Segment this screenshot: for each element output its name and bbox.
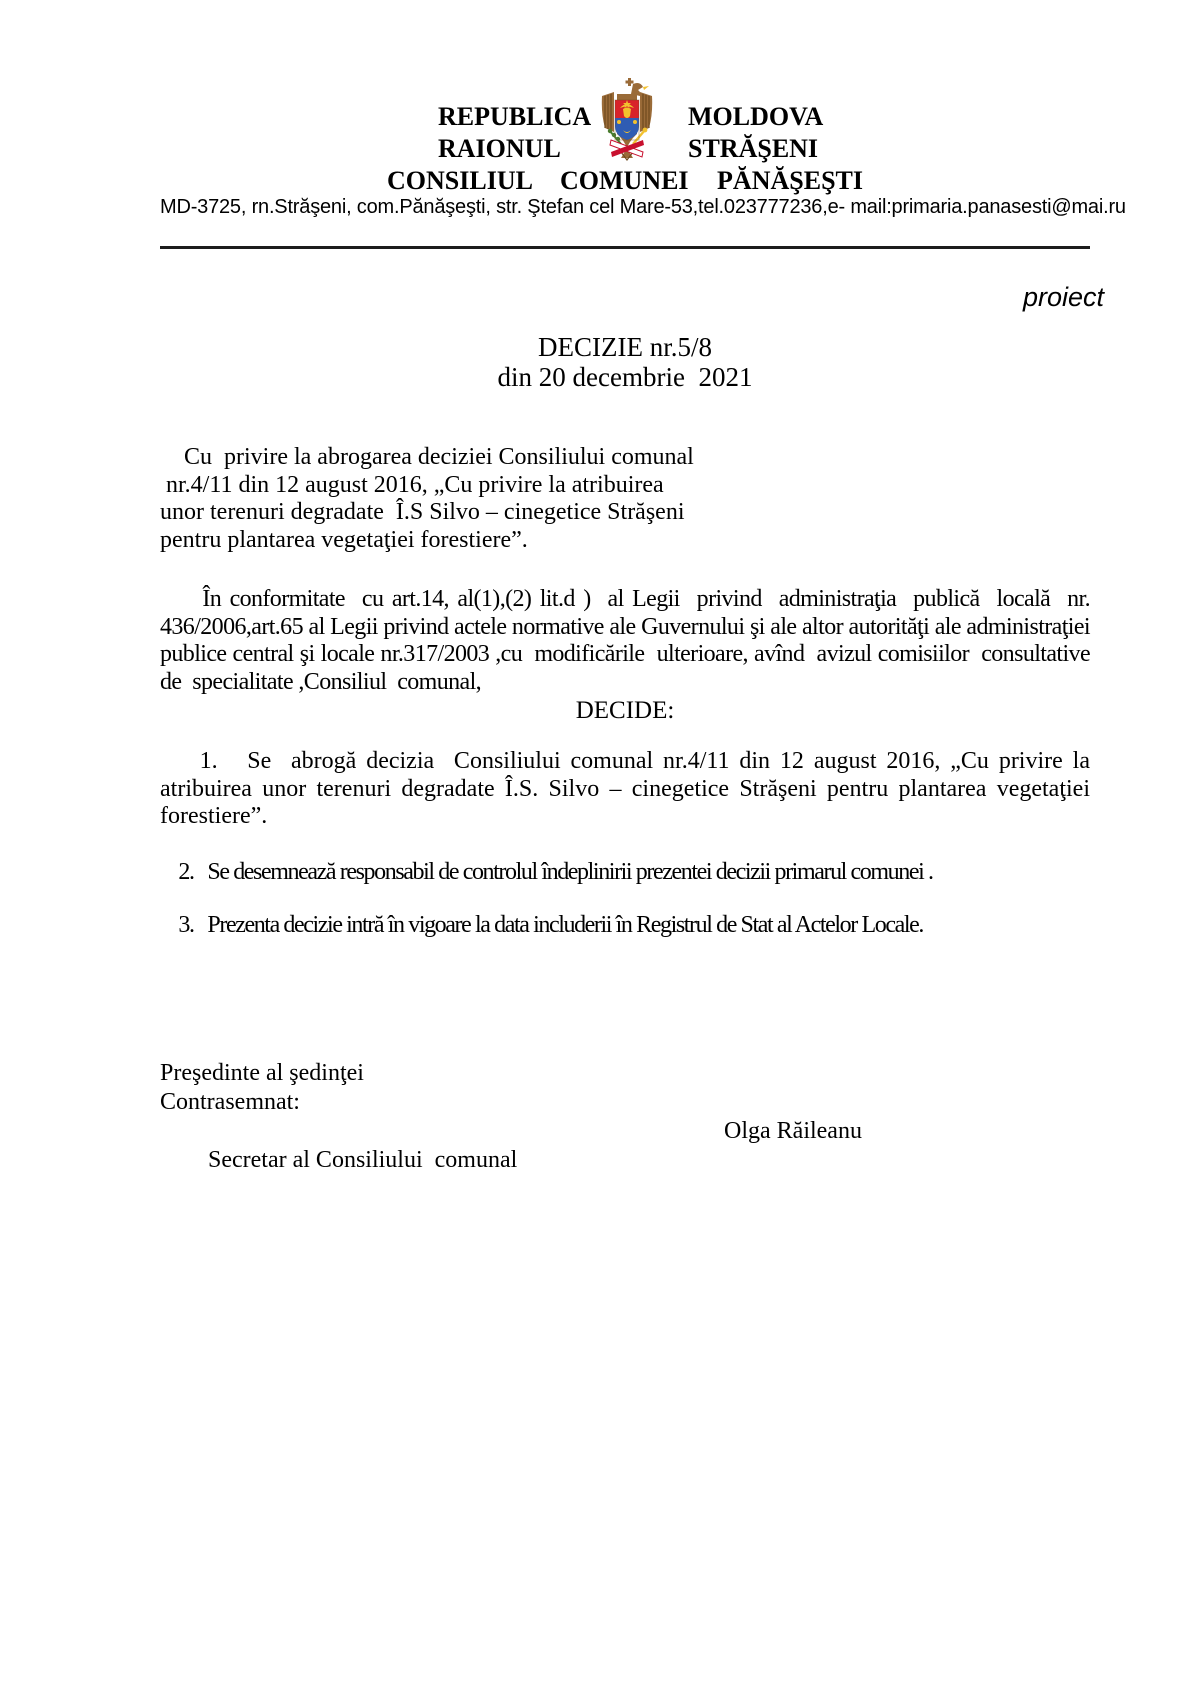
moldova-coat-of-arms-icon <box>597 78 657 162</box>
subject-line: pentru plantarea vegetaţiei forestiere”. <box>160 526 528 553</box>
decision-item-1: 1. Se abrogă decizia Consiliului comunal nr.4/11 din 12 august 2016, „Cu privire la atribuirea unor terenuri degradate Î.S. Silvo – cinegetice Străşeni pentru plantarea vegetaţiei forestiere”. <box>160 748 1096 829</box>
document-content <box>160 78 1126 1233</box>
proiect-watermark: proiect <box>1022 282 1104 312</box>
letterhead <box>160 78 1090 195</box>
signature-secretary-name: Olga Răileanu <box>724 1117 862 1144</box>
decide-heading: DECIDE: <box>575 697 675 724</box>
signature-block <box>160 1059 1090 1233</box>
signature-countersigned-label: Contrasemnat: <box>160 1088 300 1115</box>
decision-item-3: 3. Prezenta decizie intră în vigoare la data includerii în Registrul de Stat al Actelor Locale. <box>160 912 923 938</box>
header-consiliul-comunei: CONSILIUL COMUNEI PĂNĂŞEŞTI <box>387 166 863 195</box>
letterhead-address: MD-3725, rn.Străşeni, com.Pănăşeşti, str. Ştefan cel Mare-53,tel.023777236,e- mail:primaria.panasesti@mai.ru <box>160 196 1126 218</box>
letterhead-divider <box>160 246 1090 249</box>
subject-block <box>160 444 1090 554</box>
header-republica: REPUBLICA <box>438 102 592 131</box>
legal-preamble: În conformitate cu art.14, al(1),(2) lit.d ) al Legii privind administraţia publică locală nr. 436/2006,art.65 al Legii privind actele normative ale Guvernului şi ale altor autorităţi ale administraţiei publice central şi locale nr.317/2003 ,cu modificările ulterioare, avînd avizul comisiilor consultative de specialitate ,Consiliul comunal, <box>160 586 1101 695</box>
subject-line: unor terenuri degradate Î.S Silvo – cinegetice Străşeni <box>160 499 685 525</box>
header-moldova: MOLDOVA <box>688 102 824 131</box>
decision-item-2: 2. Se desemnează responsabil de controlul îndeplinirii prezentei decizii primarul comunei . <box>160 858 933 885</box>
decision-title: DECIZIE nr.5/8 <box>538 332 712 362</box>
subject-line: Cu privire la abrogarea deciziei Consiliului comunal <box>160 444 694 470</box>
signature-secretary-row <box>160 1117 1090 1233</box>
header-straseni: STRĂŞENI <box>688 134 819 163</box>
subject-line: nr.4/11 din 12 august 2016, „Cu privire la atribuirea <box>160 471 664 498</box>
signature-president-label: Preşedinte al şedinţei <box>160 1059 364 1086</box>
signature-secretary-label: Secretar al Consiliului comunal <box>208 1146 518 1173</box>
header-raionul: RAIONUL <box>438 134 561 163</box>
decision-date: din 20 decembrie 2021 <box>497 362 753 392</box>
